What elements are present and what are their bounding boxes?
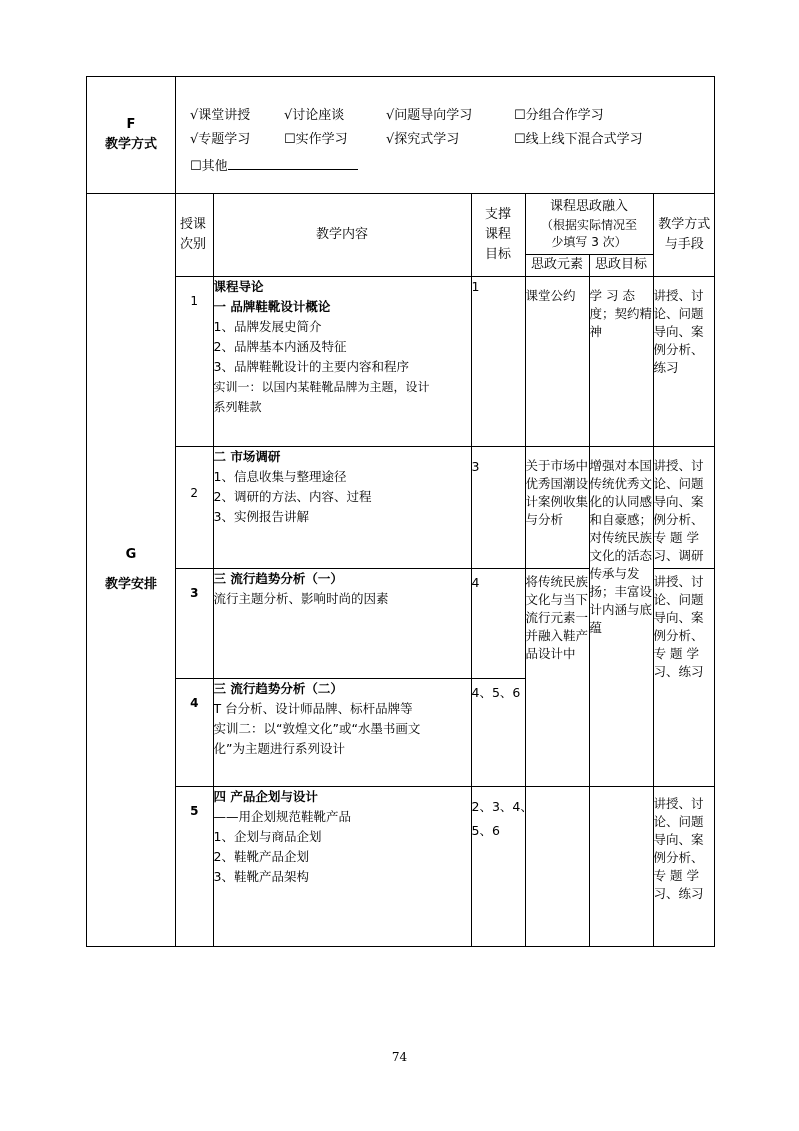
session-content: 三 流行趋势分析（一） 流行主题分析、影响时尚的因素 <box>213 568 471 678</box>
session-number: 5 <box>176 786 213 946</box>
method-option: ☐线上线下混合式学习 <box>514 132 643 147</box>
check-mark-icon: √ <box>284 108 293 123</box>
check-mark-icon: √ <box>190 108 199 123</box>
checkbox-empty-icon: ☐ <box>284 132 296 147</box>
ideology-element <box>525 786 589 946</box>
course-table <box>86 76 715 947</box>
session-content: 四 产品企划与设计 ——用企划规范鞋靴产品 1、企划与商品企划 2、鞋靴产品企划 3、鞋靴产品架构 <box>213 786 471 946</box>
section-g-code: G <box>125 547 137 562</box>
support-goal: 2、3、4、 5、6 <box>471 786 525 946</box>
ideology-element: 课堂公约 <box>525 276 589 446</box>
header-ideology-title: 课程思政融入 <box>550 198 629 214</box>
section-f-title: 教学方式 <box>104 137 157 152</box>
section-f-code: F <box>126 117 136 132</box>
method-option: ☐实作学习 <box>284 132 348 147</box>
ideology-element: 关于市场中优秀国潮设计案例收集与分析 <box>525 446 589 568</box>
method-option: √探究式学习 <box>386 132 460 147</box>
header-session: 授课次别 <box>176 194 213 276</box>
teaching-method: 讲授、讨论、问题导向、案例分析、练习 <box>653 276 715 446</box>
check-mark-icon: √ <box>386 132 395 147</box>
header-element: 思政元素 <box>525 254 589 276</box>
header-content: 教学内容 <box>213 194 471 276</box>
method-option-other: ☐其他 <box>190 155 358 176</box>
checkbox-empty-icon: ☐ <box>190 159 202 174</box>
session-content: 二 市场调研 1、信息收集与整理途径 2、调研的方法、内容、过程 3、实例报告讲解 <box>213 446 471 568</box>
method-option: √讨论座谈 <box>284 108 345 123</box>
ideology-goal: 增强对本国传统优秀文化的认同感和自豪感；对传统民族文化的活态传承与发扬；丰富设计内涵与底蕴 <box>589 446 653 786</box>
support-goal: 4 <box>471 568 525 678</box>
table-row <box>176 786 715 946</box>
header-support: 支撑课程目标 <box>471 194 525 276</box>
table-row <box>176 276 715 446</box>
method-option: √问题导向学习 <box>386 108 473 123</box>
ideology-goal: 学 习 态 度；契约精神 <box>589 276 653 446</box>
session-number: 1 <box>176 276 213 446</box>
schedule-table <box>176 194 715 946</box>
schedule-cell <box>176 194 715 947</box>
teaching-method: 讲授、讨论、问题导向、案例分析、专 题 学习、调研 <box>653 446 715 568</box>
teaching-method: 讲授、讨论、问题导向、案例分析、专 题 学习、练习 <box>653 786 715 946</box>
header-ideology <box>525 194 653 254</box>
section-g-title: 教学安排 <box>104 577 157 592</box>
support-goal: 3 <box>471 446 525 568</box>
header-goal: 思政目标 <box>589 254 653 276</box>
table-row <box>176 446 715 568</box>
ideology-goal <box>589 786 653 946</box>
checkbox-empty-icon: ☐ <box>514 108 526 123</box>
session-number: 4 <box>176 678 213 786</box>
teaching-methods <box>176 77 715 194</box>
method-option: √课堂讲授 <box>190 108 251 123</box>
other-blank-line <box>228 155 358 170</box>
session-content: 课程导论 一 品牌鞋靴设计概论 1、品牌发展史简介 2、品牌基本内涵及特征 3、品牌鞋靴设计的主要内容和程序 实训一：以国内某鞋靴品牌为主题，设计 系列鞋款 <box>213 276 471 446</box>
check-mark-icon: √ <box>386 108 395 123</box>
ideology-element: 将传统民族文化与当下流行元素一并融入鞋产品设计中 <box>525 568 589 786</box>
header-ideology-note: （根据实际情况至少填写 3 次） <box>541 217 638 249</box>
support-goal: 4、5、6 <box>471 678 525 786</box>
session-content: 三 流行趋势分析（二） T 台分析、设计师品牌、标杆品牌等 实训二：以“敦煌文化”或“水墨书画文 化”为主题进行系列设计 <box>213 678 471 786</box>
page-number: 74 <box>391 1050 408 1064</box>
check-mark-icon: √ <box>190 132 199 147</box>
section-f-label <box>87 77 176 194</box>
method-option: √专题学习 <box>190 132 251 147</box>
method-option: ☐分组合作学习 <box>514 108 604 123</box>
support-goal: 1 <box>471 276 525 446</box>
header-method: 教学方式与手段 <box>653 194 715 276</box>
session-number: 3 <box>176 568 213 678</box>
section-g-label <box>87 194 176 947</box>
session-number: 2 <box>176 446 213 568</box>
checkbox-empty-icon: ☐ <box>514 132 526 147</box>
teaching-method: 讲授、讨论、问题导向、案例分析、专 题 学习、练习 <box>653 568 715 786</box>
